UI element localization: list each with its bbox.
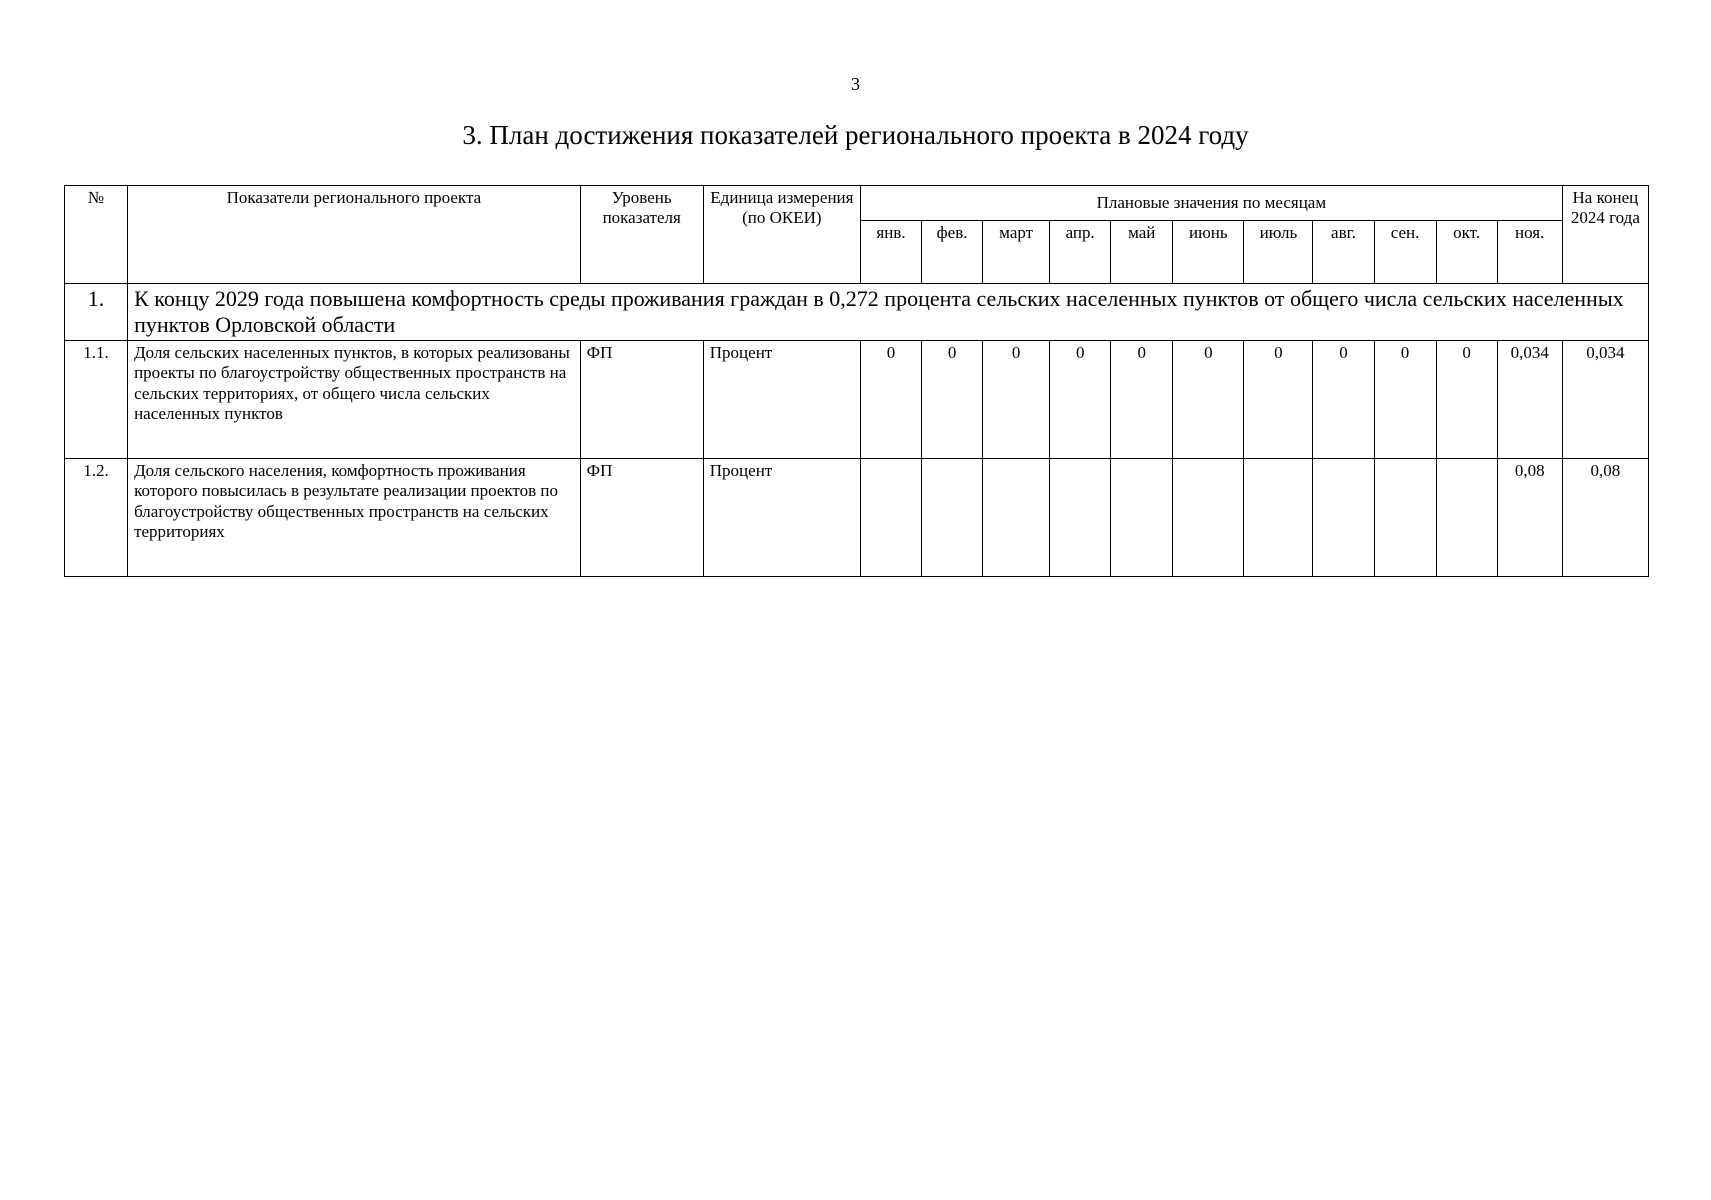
header-no: № bbox=[65, 186, 128, 284]
row-unit: Процент bbox=[703, 459, 860, 577]
header-month: ноя. bbox=[1497, 221, 1562, 284]
page-number: 3 bbox=[851, 74, 860, 94]
row-month-value bbox=[1313, 459, 1374, 577]
row-month-value bbox=[860, 459, 921, 577]
header-unit: Единица измерения (по ОКЕИ) bbox=[703, 186, 860, 284]
row-indicator: Доля сельских населенных пунктов, в которых реализованы проекты по благоустройству общественных пространств на сельских территориях, от общего числа сельских населенных пунктов bbox=[128, 341, 581, 459]
row-month-value: 0 bbox=[1313, 341, 1374, 459]
row-month-value bbox=[1436, 459, 1497, 577]
header-row-top bbox=[65, 186, 1649, 221]
row-month-value: 0 bbox=[860, 341, 921, 459]
header-year-end: На конец 2024 года bbox=[1562, 186, 1648, 284]
row-level: ФП bbox=[580, 341, 703, 459]
row-indicator: Доля сельского населения, комфортность проживания которого повысилась в результате реализации проектов по благоустройству общественных пространств на сельских территориях bbox=[128, 459, 581, 577]
row-month-value bbox=[983, 459, 1050, 577]
goal-text: К концу 2029 года повышена комфортность среды проживания граждан в 0,272 процента сельских населенных пунктов от общего числа сельских населенных пунктов Орловской области bbox=[128, 284, 1649, 341]
row-month-value bbox=[1050, 459, 1111, 577]
header-monthly: Плановые значения по месяцам bbox=[860, 186, 1562, 221]
table-row bbox=[65, 341, 1649, 459]
header-month: июль bbox=[1244, 221, 1313, 284]
table-row bbox=[65, 459, 1649, 577]
row-unit: Процент bbox=[703, 341, 860, 459]
row-month-value: 0 bbox=[1374, 341, 1436, 459]
header-month: июнь bbox=[1173, 221, 1244, 284]
goal-row bbox=[65, 284, 1649, 341]
row-number: 1.2. bbox=[65, 459, 128, 577]
row-month-value: 0 bbox=[1436, 341, 1497, 459]
row-month-value: 0 bbox=[1173, 341, 1244, 459]
header-month: авг. bbox=[1313, 221, 1374, 284]
row-month-value: 0 bbox=[983, 341, 1050, 459]
header-month: янв. bbox=[860, 221, 921, 284]
row-year-end-value: 0,08 bbox=[1562, 459, 1648, 577]
header-month: май bbox=[1111, 221, 1173, 284]
row-month-value: 0 bbox=[922, 341, 983, 459]
header-month: апр. bbox=[1050, 221, 1111, 284]
header-month: сен. bbox=[1374, 221, 1436, 284]
row-year-end-value: 0,034 bbox=[1562, 341, 1648, 459]
goal-number: 1. bbox=[65, 284, 128, 341]
page-title: 3. План достижения показателей регионального проекта в 2024 году bbox=[462, 120, 1249, 150]
header-month: фев. bbox=[922, 221, 983, 284]
header-indicator: Показатели регионального проекта bbox=[128, 186, 581, 284]
row-month-value bbox=[1244, 459, 1313, 577]
row-month-value: 0 bbox=[1050, 341, 1111, 459]
indicators-plan-table bbox=[64, 185, 1649, 577]
row-month-value: 0,08 bbox=[1497, 459, 1562, 577]
row-month-value bbox=[1374, 459, 1436, 577]
header-month: окт. bbox=[1436, 221, 1497, 284]
row-level: ФП bbox=[580, 459, 703, 577]
header-level: Уровень показателя bbox=[580, 186, 703, 284]
row-month-value bbox=[1173, 459, 1244, 577]
header-month: март bbox=[983, 221, 1050, 284]
row-month-value: 0 bbox=[1244, 341, 1313, 459]
row-number: 1.1. bbox=[65, 341, 128, 459]
row-month-value bbox=[1111, 459, 1173, 577]
row-month-value bbox=[922, 459, 983, 577]
row-month-value: 0 bbox=[1111, 341, 1173, 459]
row-month-value: 0,034 bbox=[1497, 341, 1562, 459]
